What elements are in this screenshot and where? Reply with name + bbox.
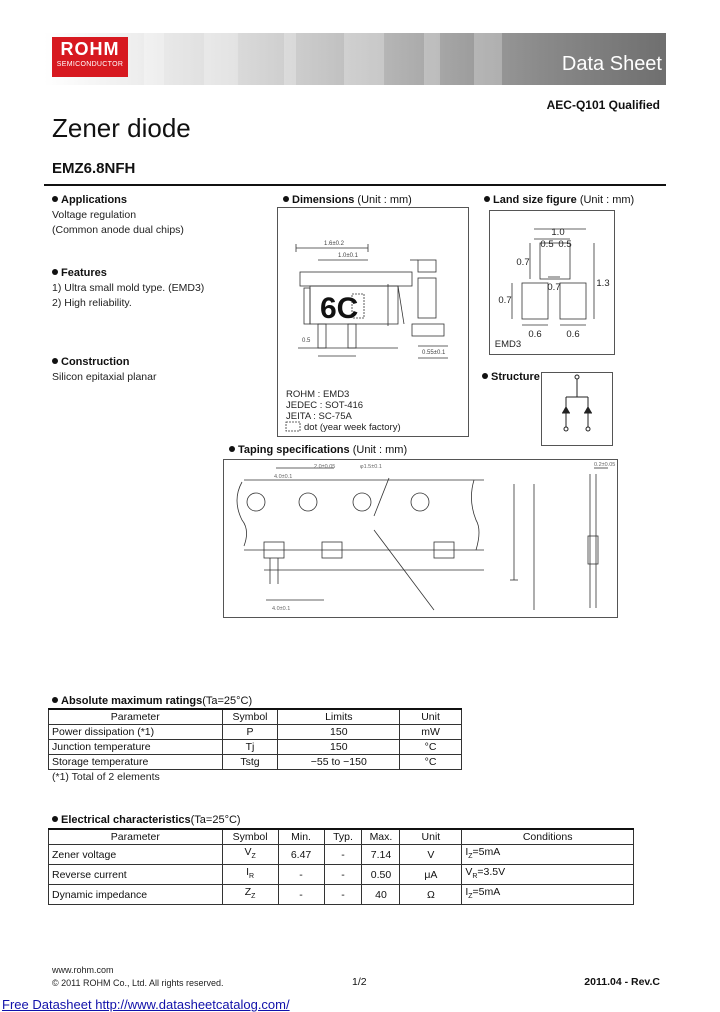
- tape-dim-label: 4.0±0.1: [274, 474, 293, 480]
- taping-drawing: [224, 460, 617, 617]
- column-header: Max.: [362, 829, 400, 845]
- column-header: Conditions: [462, 829, 634, 845]
- cell-symbol: Tstg: [222, 755, 278, 770]
- cell-unit: °C: [400, 755, 462, 770]
- features-section: [52, 267, 204, 311]
- dim-label: 0.5: [302, 338, 311, 344]
- bullet-icon: [283, 196, 289, 202]
- bullet-icon: [484, 196, 490, 202]
- logo-wordmark: ROHM: [60, 39, 120, 59]
- bullet-icon: [229, 446, 235, 452]
- column-header: Typ.: [324, 829, 362, 845]
- land-dim-right: 1.3: [596, 278, 610, 289]
- footer-copyright: © 2011 ROHM Co., Ltd. All rights reserved.: [52, 978, 224, 988]
- cell-unit: Ω: [400, 885, 462, 905]
- column-header: Min.: [278, 829, 324, 845]
- tape-dim-label: 0.2±0.05: [594, 462, 616, 468]
- package-line: JEITA : SC-75A: [286, 411, 352, 422]
- dot-note: dot (year week factory): [304, 422, 401, 433]
- land-dim-upper-left: 0.5: [540, 239, 554, 250]
- cell-min: -: [278, 885, 324, 905]
- applications-line: Voltage regulation: [52, 209, 137, 221]
- tape-dim-label: 2.0±0.05: [314, 464, 336, 470]
- features-line: 2) High reliability.: [52, 297, 132, 309]
- title-rule: [44, 184, 666, 186]
- table-row: [49, 725, 462, 740]
- structure-title: Structure: [482, 371, 540, 383]
- cell-typ: -: [324, 845, 362, 865]
- product-type: Zener diode: [52, 113, 191, 143]
- cell-unit: V: [400, 845, 462, 865]
- column-header: Unit: [400, 709, 462, 725]
- cell-symbol: $V_Z$: [222, 845, 278, 865]
- taping-title: Taping specifications (Unit : mm): [229, 444, 407, 456]
- cell-limits: −55 to −150: [278, 755, 400, 770]
- bullet-icon: [52, 196, 58, 202]
- cell-parameter: Junction temperature: [49, 740, 223, 755]
- logo-tagline: SEMICONDUCTOR: [56, 61, 124, 68]
- tape-dim-label: φ1.5±0.1: [360, 464, 382, 470]
- construction-section: [52, 356, 156, 385]
- applications-title: Applications: [52, 194, 184, 206]
- cell-typ: -: [324, 865, 362, 885]
- cell-limits: 150: [278, 725, 400, 740]
- dimensions-frame: [277, 207, 469, 437]
- land-package-label: EMD3: [494, 339, 522, 350]
- dim-label: 0.55±0.1: [422, 350, 446, 356]
- electrical-title: Electrical characteristics(Ta=25°C): [52, 814, 241, 826]
- part-number: EMZ6.8NFH: [52, 160, 136, 177]
- dot-marker-icon: [286, 422, 300, 431]
- cell-max: 40: [362, 885, 400, 905]
- abs-max-note: (*1) Total of 2 elements: [52, 771, 160, 783]
- cell-limits: 150: [278, 740, 400, 755]
- column-header: Parameter: [49, 709, 223, 725]
- cell-parameter: Reverse current: [49, 865, 223, 885]
- cell-min: -: [278, 865, 324, 885]
- land-dim-bottom-left: 0.6: [528, 329, 542, 340]
- abs-max-title: Absolute maximum ratings(Ta=25°C): [52, 695, 252, 707]
- cell-conditions: $V_R=3.5V$: [462, 865, 634, 885]
- cell-parameter: Dynamic impedance: [49, 885, 223, 905]
- cell-unit: mW: [400, 725, 462, 740]
- table-header-row: [49, 709, 462, 725]
- abs-max-table: [48, 708, 462, 770]
- land-size-title: Land size figure (Unit : mm): [484, 194, 634, 206]
- column-header: Limits: [278, 709, 400, 725]
- cell-parameter: Power dissipation (*1): [49, 725, 223, 740]
- land-size-frame: [489, 210, 615, 355]
- cell-unit: μA: [400, 865, 462, 885]
- cell-symbol: $Z_Z$: [222, 885, 278, 905]
- diode-schematic-icon: [542, 373, 612, 445]
- table-row: [49, 865, 634, 885]
- cell-typ: -: [324, 885, 362, 905]
- revision-label: 2011.04 - Rev.C: [584, 976, 660, 988]
- package-line: ROHM : EMD3: [286, 389, 350, 400]
- footer-url[interactable]: www.rohm.com: [52, 965, 114, 975]
- table-row: [49, 845, 634, 865]
- cell-max: 0.50: [362, 865, 400, 885]
- dim-label: 1.6±0.2: [324, 241, 344, 247]
- features-title: Features: [52, 267, 204, 279]
- electrical-table: [48, 828, 634, 905]
- construction-line: Silicon epitaxial planar: [52, 371, 157, 383]
- column-header: Symbol: [222, 709, 278, 725]
- land-dim-left-top: 0.7: [516, 257, 530, 268]
- column-header: Unit: [400, 829, 462, 845]
- taping-frame: [223, 459, 618, 618]
- cell-min: 6.47: [278, 845, 324, 865]
- dim-label: 1.0±0.1: [338, 253, 358, 259]
- rohm-logo: [52, 37, 128, 77]
- table-row: [49, 885, 634, 905]
- structure-frame: [541, 372, 613, 446]
- land-dim-top: 1.0: [551, 227, 565, 238]
- features-line: 1) Ultra small mold type. (EMD3): [52, 282, 205, 294]
- dimensions-title: Dimensions (Unit : mm): [283, 194, 412, 206]
- table-row: [49, 740, 462, 755]
- cell-conditions: $I_Z=5mA$: [462, 845, 634, 865]
- column-header: Parameter: [49, 829, 223, 845]
- table-header-row: [49, 829, 634, 845]
- construction-title: Construction: [52, 356, 156, 368]
- cell-parameter: Zener voltage: [49, 845, 223, 865]
- land-size-drawing: [490, 211, 614, 354]
- bullet-icon: [52, 269, 58, 275]
- cell-symbol: Tj: [222, 740, 278, 755]
- bullet-icon: [482, 373, 488, 379]
- package-line: JEDEC : SOT-416: [286, 400, 364, 411]
- table-row: [49, 755, 462, 770]
- cell-symbol: P: [222, 725, 278, 740]
- applications-line: (Common anode dual chips): [52, 224, 184, 236]
- bullet-icon: [52, 816, 58, 822]
- column-header: Symbol: [222, 829, 278, 845]
- land-dim-bottom-right: 0.6: [566, 329, 580, 340]
- bullet-icon: [52, 697, 58, 703]
- marking-text: 6C: [320, 292, 359, 325]
- dimensions-drawing: [278, 208, 468, 436]
- land-dim-upper-right: 0.5: [558, 239, 572, 250]
- cell-max: 7.14: [362, 845, 400, 865]
- data-sheet-label: Data Sheet: [561, 53, 662, 75]
- applications-section: [52, 194, 184, 238]
- cell-unit: °C: [400, 740, 462, 755]
- page-number: 1/2: [352, 976, 367, 988]
- land-dim-mid: 0.7: [547, 282, 561, 293]
- bullet-icon: [52, 358, 58, 364]
- land-dim-left-bottom: 0.7: [498, 295, 512, 306]
- cell-symbol: $I_R$: [222, 865, 278, 885]
- cell-parameter: Storage temperature: [49, 755, 223, 770]
- watermark-link[interactable]: Free Datasheet http://www.datasheetcatalog.com/: [2, 997, 290, 1012]
- tape-dim-label: 4.0±0.1: [272, 606, 291, 612]
- cell-conditions: $I_Z=5mA$: [462, 885, 634, 905]
- qualification-label: AEC-Q101 Qualified: [546, 98, 660, 112]
